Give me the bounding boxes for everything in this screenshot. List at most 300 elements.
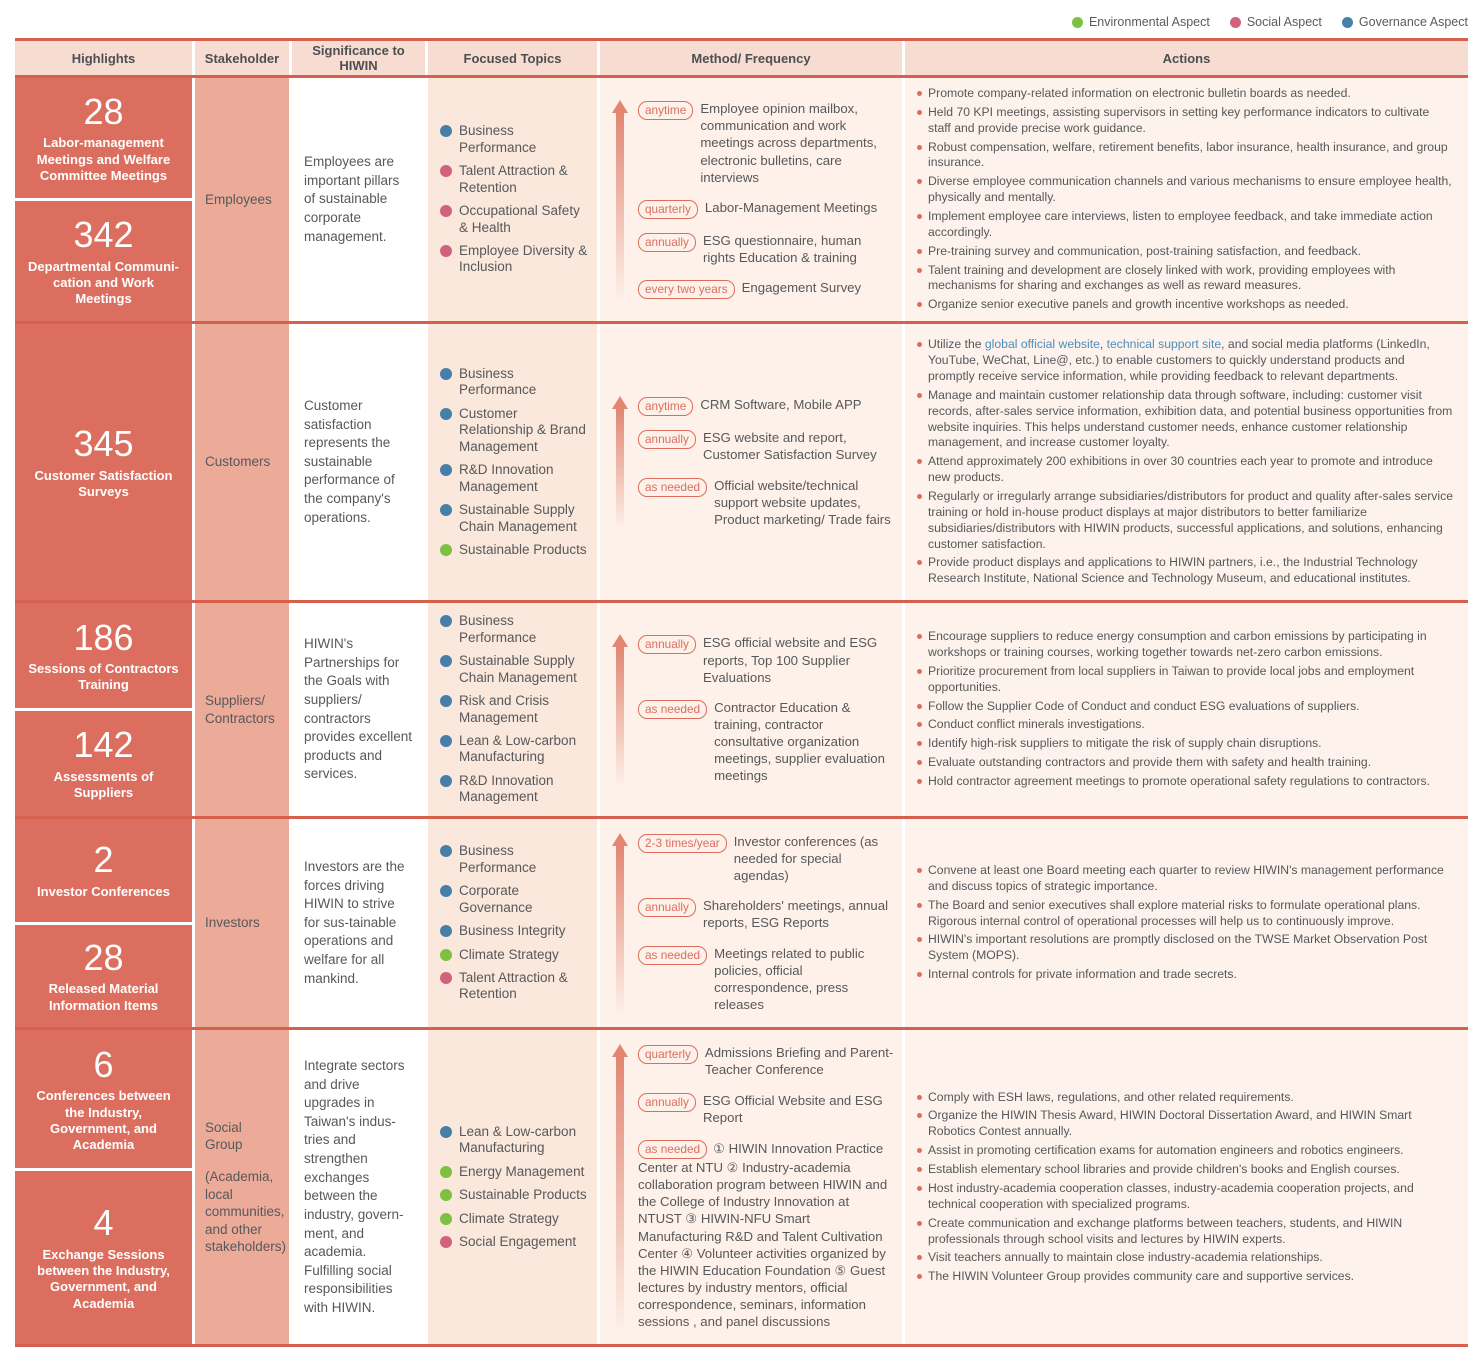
stakeholder-cell [195,324,292,600]
topic-label: Lean & Low-carbon Manufacturing [459,1123,577,1156]
frequency-pill: annually [638,430,696,449]
arrow-head [612,833,628,846]
highlight-label: Customer Satisfaction Surveys [34,467,173,499]
topic-label: Business Performance [459,123,537,155]
stakeholder-row-investors [15,816,1468,1027]
governance-dot-icon [440,615,452,627]
topic-item [440,970,591,1003]
methods-list [638,396,894,528]
actions-cell [905,324,1468,600]
actions-cell [905,78,1468,321]
method-text: CRM Software, Mobile APP [700,397,862,413]
action-item [915,244,1454,260]
significance-cell [292,1030,428,1344]
action-text: The Board and senior executives shall explore material risks to formulate operational plans. Rigorous internal control of operational processes will help us to continuously improve. [928,897,1421,928]
significance-text: HIWIN's Partnerships for the Goals with suppliers/ contractors provides excellent products and services. [304,636,413,782]
action-text: Robust compensation, welfare, retirement benefits, labor insurance, health insurance, and group insurance. [928,139,1448,170]
highlight-number: 345 [73,423,134,465]
frequency-pill: anytime [638,397,693,416]
upward-arrow-icon [612,396,628,528]
action-text: Talent training and development are closely linked with work, providing employees with mechanisms for sharing and exchanges as well as reward measures. [928,262,1396,293]
action-text: Attend approximately 200 exhibitions in over 30 countries each year to promote and introduce new products. [928,454,1433,485]
topic-label: Business Performance [459,843,537,875]
topic-item [440,883,591,916]
legend-item-environmental [1072,15,1210,29]
action-item [915,263,1454,295]
method-frequency-inner [612,1044,894,1330]
arrow-shaft [616,846,624,1013]
action-text: Comply with ESH laws, regulations, and other related requirements. [928,1089,1294,1104]
action-item [915,863,1454,895]
topic-item [440,542,591,558]
topic-item [440,613,591,646]
method-item [638,429,894,463]
action-item [915,898,1454,930]
highlights-cell [15,78,195,321]
highlight-block [15,1030,192,1167]
topic-label: R&D Innovation Management [459,772,554,805]
table-body [15,75,1468,1344]
table-header-row [15,41,1468,75]
frequency-pill: 2-3 times/year [638,834,727,853]
method-item [638,279,894,299]
highlights-cell [15,1030,195,1344]
topic-item [440,462,591,495]
action-text: Implement employee care interviews, listen to employee feedback, and take immediate action accordingly. [928,209,1433,239]
highlight-number: 342 [73,213,134,255]
action-item [915,454,1454,486]
method-frequency-cell [600,603,905,816]
legend-item-social [1230,15,1322,29]
action-text: Encourage suppliers to reduce energy consumption and carbon emissions by participating in workshops or training courses, working together towards net-zero carbon emissions. [928,629,1427,659]
topic-label: Business Integrity [459,923,566,939]
topic-label: Sustainable Supply Chain Management [459,653,577,685]
action-text: Internal controls for private information and trade secrets. [928,967,1237,982]
action-link[interactable]: technical support site [1106,337,1222,352]
action-item [915,967,1454,983]
legend-item-governance [1342,15,1468,29]
method-item [638,232,894,266]
actions-cell [905,1030,1468,1344]
governance-dot-icon [1342,17,1353,28]
method-frequency-cell [600,1030,905,1344]
method-frequency-cell [600,324,905,600]
legend-label: Governance Aspect [1358,15,1468,29]
methods-list [638,833,894,1013]
governance-dot-icon [440,775,452,787]
legend-label: Environmental Aspect [1088,15,1210,29]
action-text: Evaluate outstanding contractors and provide them with safety and health training. [928,755,1372,770]
method-item [638,897,894,931]
topic-item [440,123,591,156]
column-header-significance: Significance to HIWIN [292,41,428,75]
method-item [638,477,894,528]
highlight-label: Departmental Communi-cation and Work Meetings [28,258,179,307]
action-item [915,774,1454,790]
stakeholder-name: Investors [205,915,260,931]
significance-cell [292,603,428,816]
action-item [915,174,1454,206]
action-text: HIWIN's important resolutions are promptly disclosed on the TWSE Market Observation Post System (MOPS). [928,932,1428,963]
action-text: Follow the Supplier Code of Conduct and conduct ESG evaluations of suppliers. [928,698,1360,713]
governance-dot-icon [440,368,452,380]
topic-label: Business Performance [459,365,537,398]
action-item [915,1108,1454,1140]
action-text: Convene at least one Board meeting each quarter to review HIWIN's management performance and discuss topics of strategic importance. [928,863,1444,893]
method-text: Shareholders' meetings, annual reports, ESG Reports [702,898,889,931]
highlight-label: Released Material Information Items [48,981,159,1013]
highlights-cell [15,819,195,1027]
topic-item [440,843,591,876]
action-text: Regularly or irregularly arrange subsidiaries/distributors for product and quality after-sales service training or hold in-house product displays at major distributors to better familiarize subsidiaries/distributors with HIWIN products, successful applications, and solutions, enhancing customer satisfaction. [928,488,1453,551]
action-text: Visit teachers annually to maintain close industry-academia relationships. [928,1250,1323,1265]
arrow-head [612,396,628,409]
action-text: Organize senior executive panels and growth incentive workshops as needed. [928,297,1349,312]
topic-label: Business Performance [459,613,537,645]
stakeholder-row-suppliers [15,600,1468,816]
topic-item [440,502,591,535]
topic-item [440,1234,591,1250]
stakeholder-name: Suppliers/ Contractors [205,692,275,726]
action-item [915,664,1454,696]
focused-topics-cell [428,603,600,816]
social-dot-icon [440,1236,452,1248]
governance-dot-icon [440,464,452,476]
stakeholder-row-employees [15,75,1468,321]
action-text: Held 70 KPI meetings, assisting supervisors in setting key performance indicators to cultivate staff and provide precise work guidance. [928,104,1430,135]
topic-item [440,947,591,963]
stakeholder-cell [195,78,292,321]
topic-label: Energy Management [459,1163,585,1179]
topic-item [440,923,591,939]
upward-arrow-icon [612,1044,628,1330]
topic-item [440,203,591,236]
methods-list [638,1044,894,1330]
topic-item [440,773,591,806]
significance-cell [292,819,428,1027]
highlight-block [15,324,192,600]
highlight-number: 4 [93,1202,114,1244]
frequency-pill: anytime [638,101,693,120]
topic-item [440,1124,591,1157]
column-header-method-frequency: Method/ Frequency [600,41,905,75]
method-text: ① HIWIN Innovation Practice Center at NTU ② Industry-academia collaboration program between HIWIN and the College of Industry Innovation at NTUST ③ HIWIN-NFU Smart Manufacturing R&D and Talent Cultivation Center ④ Volunteer activities organized by the HIWIN Education Foundation ⑤ Guest lectures by industry mentors, official correspondence, seminars, information sessions , and panel discussions [638,1140,888,1330]
significance-text: Employees are important pillars of sustainable corporate management. [304,154,400,244]
topic-item [440,1187,591,1203]
frequency-pill: as needed [638,478,707,497]
governance-dot-icon [440,885,452,897]
arrow-shaft [616,113,624,299]
stakeholder-name: Employees [205,191,272,207]
governance-dot-icon [440,1126,452,1138]
topic-label: Risk and Crisis Management [459,693,550,725]
upward-arrow-icon [612,833,628,1013]
method-item [638,199,894,219]
method-item [638,634,894,685]
frequency-pill: annually [638,233,696,252]
method-text: ESG website and report, Customer Satisfaction Survey [702,430,877,463]
aspect-legend [15,10,1468,34]
focused-topics-cell [428,819,600,1027]
upward-arrow-icon [612,634,628,784]
action-item [915,1090,1454,1106]
arrow-head [612,100,628,113]
action-text: , and social media platforms (LinkedIn, YouTube, WeChat, Line@, etc.) to enable customers to quickly understand products and promptly receive service information, while providing feedback to relevant departments. [928,337,1430,383]
highlight-block [15,819,192,922]
action-text: Establish elementary school libraries and provide children's books and English courses. [928,1162,1400,1177]
topic-label: Talent Attraction & Retention [459,163,568,195]
action-item [915,1143,1454,1159]
method-item [638,1044,894,1078]
stakeholder-cell [195,819,292,1027]
topic-item [440,1164,591,1180]
action-text: Utilize the [928,337,985,352]
action-text: Promote company-related information on electronic bulletin boards as needed. [928,86,1351,100]
topic-label: Employee Diversity & Inclusion [459,243,588,275]
highlight-label: Sessions of Contractors Training [28,661,179,693]
social-dot-icon [440,972,452,984]
highlight-block [15,711,192,816]
method-item [638,396,894,416]
arrow-head [612,1044,628,1057]
method-item [638,1139,894,1331]
highlights-cell [15,324,195,600]
focused-topics-cell [428,78,600,321]
significance-text: Customer satisfaction represents the sustainable performance of the company's operations. [304,397,395,525]
arrow-shaft [616,409,624,528]
stakeholder-cell [195,1030,292,1344]
frequency-pill: as needed [638,1140,707,1159]
action-text: Provide product displays and applications to HIWIN partners, i.e., the Industrial Technology Research Institute, National Science and Technology Museum, and educational institutes. [928,555,1418,586]
environmental-dot-icon [440,1189,452,1201]
frequency-pill: annually [638,635,696,654]
topic-label: Climate Strategy [459,1210,559,1226]
environmental-dot-icon [440,949,452,961]
action-text: Identify high-risk suppliers to mitigate the risk of supply chain disruptions. [928,736,1322,751]
action-item [915,755,1454,771]
topic-item [440,406,591,455]
arrow-shaft [616,1057,624,1330]
action-text: Diverse employee communication channels and various mechanisms to ensure employee health, physically and mentally. [928,174,1452,205]
upward-arrow-icon [612,100,628,299]
significance-cell [292,324,428,600]
highlight-label: Conferences between the Industry, Government, and Academia [36,1088,171,1152]
highlight-block [15,78,192,198]
environmental-dot-icon [440,544,452,556]
action-text: , [1099,337,1107,352]
governance-dot-icon [440,845,452,857]
topic-item [440,653,591,686]
frequency-pill: annually [638,898,696,917]
method-text: ESG questionnaire, human rights Education & training [702,232,862,265]
stakeholder-row-social [15,1027,1468,1344]
actions-cell [905,819,1468,1027]
method-text: Admissions Briefing and Parent-Teacher Conference [704,1045,894,1078]
action-item [915,297,1454,313]
topic-label: Talent Attraction & Retention [459,970,568,1002]
action-item [915,388,1454,451]
action-text: Host industry-academia cooperation classes, industry-academia cooperation projects, and technical cooperation with specialized programs. [928,1180,1414,1211]
method-text: ESG official website and ESG reports, Top 100 Supplier Evaluations [702,635,878,685]
social-dot-icon [440,245,452,257]
frequency-pill: as needed [638,700,707,719]
focused-topics-cell [428,1030,600,1344]
highlight-number: 186 [73,616,134,658]
action-text: Prioritize procurement from local suppliers in Taiwan to provide local jobs and employment opportunities. [928,663,1415,694]
topic-item [440,693,591,726]
frequency-pill: as needed [638,946,707,965]
method-item [638,833,894,884]
column-header-focused-topics: Focused Topics [428,41,600,75]
action-item [915,86,1454,102]
highlight-label: Investor Conferences [37,883,170,899]
action-item [915,489,1454,552]
stakeholder-cell [195,603,292,816]
highlight-number: 6 [93,1043,114,1085]
topic-item [440,1211,591,1227]
legend-label: Social Aspect [1246,15,1322,29]
arrow-shaft [616,647,624,784]
method-frequency-inner [612,634,894,784]
highlight-number: 28 [83,936,124,978]
significance-cell [292,78,428,321]
action-item [915,1269,1454,1285]
topic-label: Corporate Governance [459,883,533,915]
environmental-dot-icon [1072,17,1083,28]
action-text: Pre-training survey and communication, post-training satisfaction, and feedback. [928,243,1361,258]
highlight-number: 142 [73,724,134,766]
highlight-label: Labor-management Meetings and Welfare Committee Meetings [36,135,171,183]
focused-topics-cell [428,324,600,600]
method-frequency-inner [612,833,894,1013]
governance-dot-icon [440,408,452,420]
method-text: Investor conferences (as needed for special agendas) [733,833,879,884]
method-text: Contractor Education & training, contractor consultative organization meetings, supplier evaluation meetings [714,699,885,784]
highlights-cell [15,603,195,816]
stakeholder-name: Customers [205,454,271,470]
action-item [915,105,1454,137]
topic-label: Sustainable Products [459,1187,587,1203]
social-dot-icon [440,205,452,217]
action-item [915,1181,1454,1213]
stakeholder-name: Social Group [205,1119,243,1153]
action-item [915,209,1454,241]
method-text: ESG Official Website and ESG Report [702,1092,883,1125]
method-frequency-inner [612,100,894,299]
action-item [915,1216,1454,1248]
social-dot-icon [440,165,452,177]
governance-dot-icon [440,655,452,667]
action-item [915,932,1454,964]
stakeholder-engagement-table [15,38,1468,1347]
highlight-number: 2 [93,839,114,881]
action-item [915,337,1454,385]
method-text: Official website/technical support website updates, Product marketing/ Trade fairs [714,477,891,527]
stakeholder-note: (Academia, local communities, and other stakeholders) [205,1169,287,1255]
significance-text: Integrate sectors and drive upgrades in Taiwan's indus-tries and strengthen exchanges between the industry, govern-ment, and academia. Fulfilling social responsibilities with HIWIN. [304,1057,405,1316]
topic-label: Sustainable Supply Chain Management [459,502,577,534]
governance-dot-icon [440,735,452,747]
action-text: Assist in promoting certification exams for automation engineers and robotics engineers. [928,1143,1404,1158]
topic-label: Sustainable Products [459,542,587,558]
social-dot-icon [1230,17,1241,28]
column-header-stakeholder: Stakeholder [195,41,292,75]
method-item [638,699,894,785]
method-item [638,100,894,186]
topic-item [440,366,591,399]
topic-item [440,733,591,766]
topic-item [440,163,591,196]
method-frequency-cell [600,78,905,321]
topic-label: Lean & Low-carbon Manufacturing [459,732,577,765]
arrow-head [612,634,628,647]
environmental-dot-icon [440,1213,452,1225]
action-text: Manage and maintain customer relationship data through software, including: customer visit records, after-sales service information, exhibition data, and potential business opportunities from website inquiries. This helps understand customer needs, enhance customer relationship management, and increase customer loyalty. [928,387,1453,450]
frequency-pill: quarterly [638,200,698,219]
action-text: Conduct conflict minerals investigations. [928,717,1145,732]
governance-dot-icon [440,125,452,137]
topic-label: R&D Innovation Management [459,462,554,494]
topic-item [440,243,591,276]
frequency-pill: annually [638,1093,696,1112]
governance-dot-icon [440,695,452,707]
method-text: Meetings related to public policies, official correspondence, press releases [714,945,865,1013]
action-item [915,699,1454,715]
governance-dot-icon [440,504,452,516]
method-item [638,945,894,1014]
topic-label: Social Engagement [459,1234,577,1250]
highlight-label: Exchange Sessions between the Industry, Government, and Academia [37,1246,170,1311]
significance-text: Investors are the forces driving HIWIN to strive for sus-tainable operations and welfare for all mankind. [304,858,405,986]
environmental-dot-icon [440,1166,452,1178]
methods-list [638,100,894,299]
action-item [915,1162,1454,1178]
highlight-block [15,925,192,1028]
action-item [915,629,1454,661]
column-header-highlights: Highlights [15,41,195,75]
topic-label: Climate Strategy [459,946,559,962]
action-item [915,717,1454,733]
method-text: Engagement Survey [741,280,862,296]
topic-label: Occupational Safety & Health [459,203,580,235]
action-text: Organize the HIWIN Thesis Award, HIWIN Doctoral Dissertation Award, and HIWIN Smart Robotics Contest annually. [928,1108,1412,1139]
methods-list [638,634,894,784]
column-header-actions: Actions [905,41,1468,75]
topic-label: Customer Relationship & Brand Management [459,405,586,454]
frequency-pill: quarterly [638,1045,698,1064]
action-link[interactable]: global official website [984,337,1100,352]
method-item [638,1092,894,1126]
method-text: Employee opinion mailbox, communication and work meetings across departments, electronic bulletins, care interviews [700,101,877,185]
actions-cell [905,603,1468,816]
highlight-label: Assessments of Suppliers [53,768,154,801]
action-item [915,736,1454,752]
action-text: Hold contractor agreement meetings to promote operational safety regulations to contractors. [928,774,1430,789]
stakeholder-row-customers [15,321,1468,600]
highlight-block [15,201,192,321]
highlight-number: 28 [83,90,124,132]
frequency-pill: every two years [638,280,735,299]
action-item [915,1250,1454,1266]
method-frequency-cell [600,819,905,1027]
action-text: Create communication and exchange platforms between teachers, students, and HIWIN professionals through school visits and lectures by HIWIN experts. [928,1215,1403,1246]
method-frequency-inner [612,396,894,528]
action-text: The HIWIN Volunteer Group provides community care and supportive services. [928,1269,1355,1284]
governance-dot-icon [440,925,452,937]
highlight-block [15,1171,192,1345]
action-item [915,555,1454,587]
method-text: Labor-Management Meetings [704,199,878,215]
